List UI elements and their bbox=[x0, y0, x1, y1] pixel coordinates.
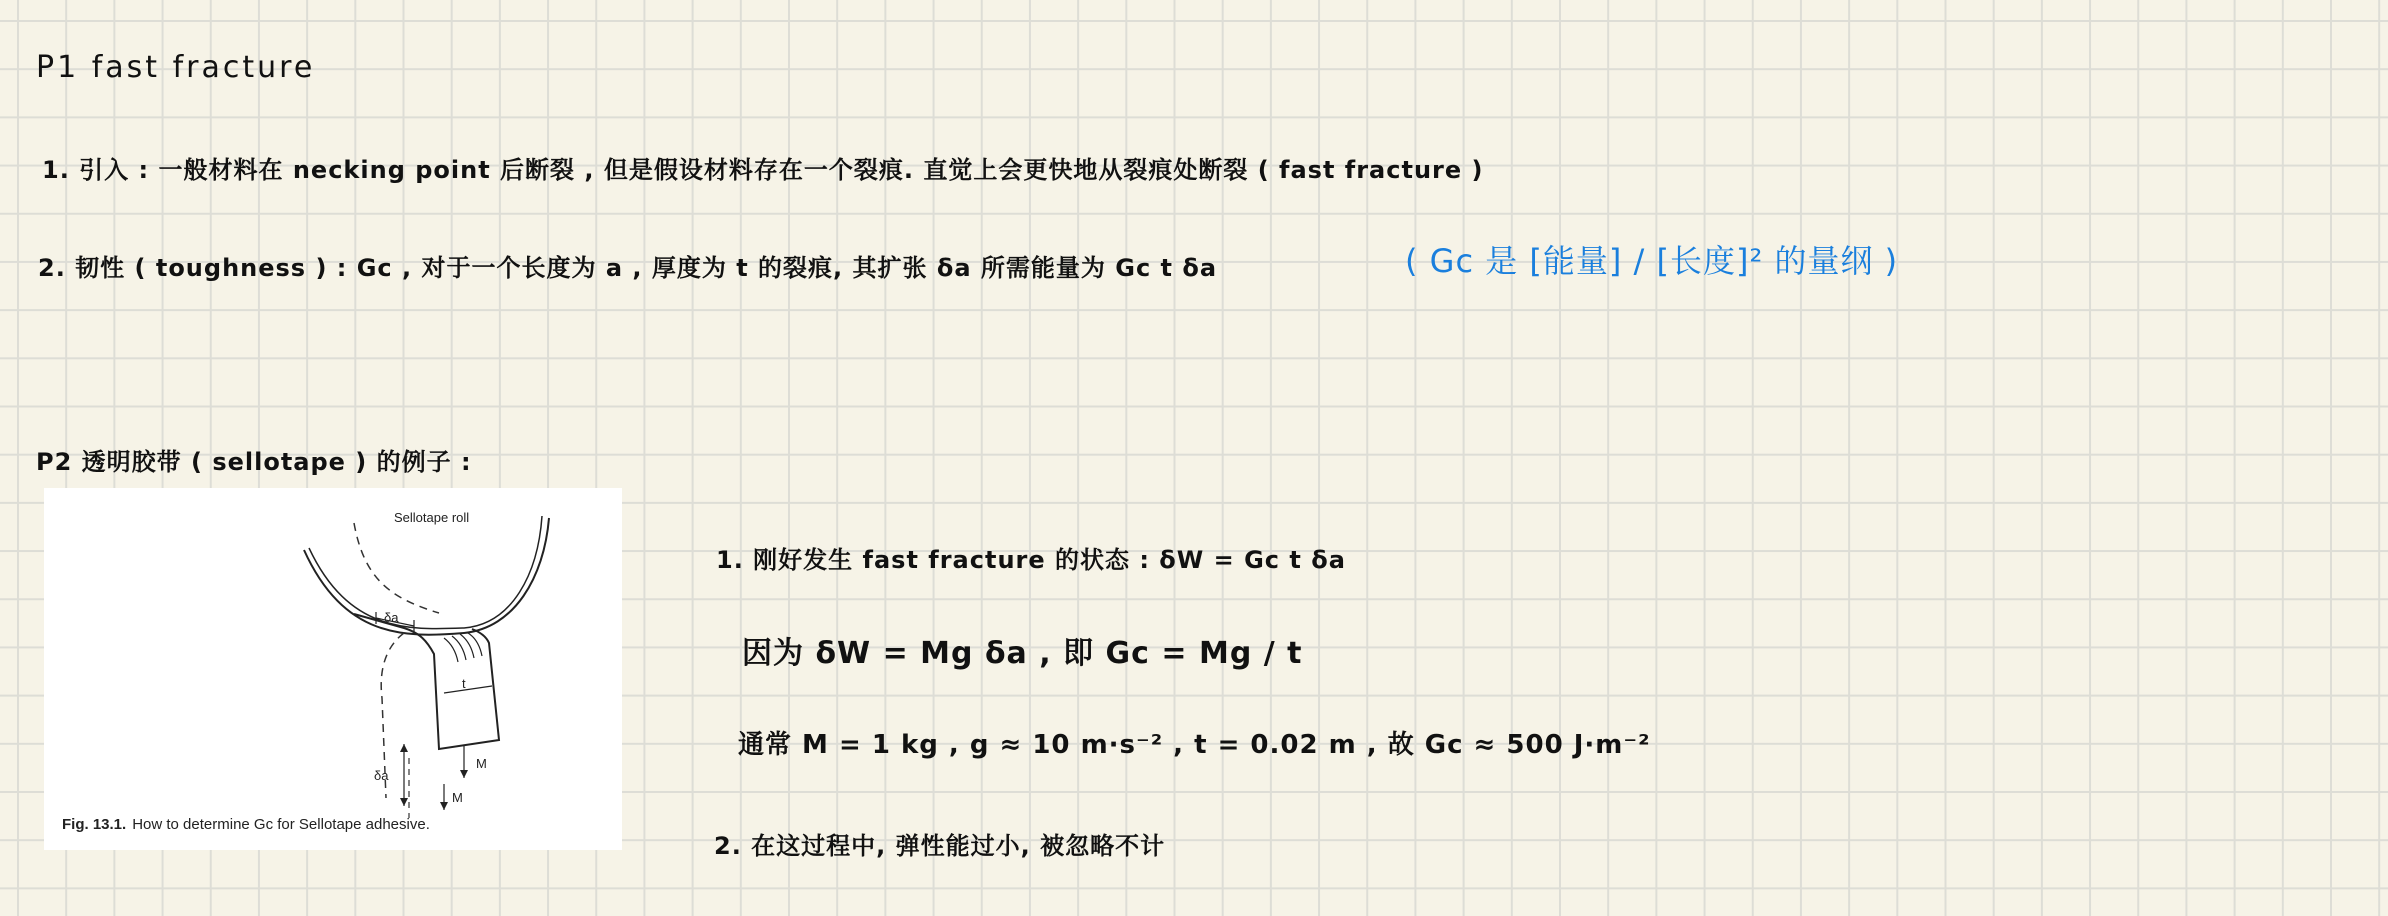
figure-caption-text: How to determine Gc for Sellotape adhesive. bbox=[132, 816, 430, 833]
delta-a-top-label: δa bbox=[384, 610, 399, 625]
mass-lower-label: M bbox=[452, 790, 463, 805]
p2-line-1: 1. 刚好发生 fast fracture 的状态 : δW = Gc t δa bbox=[716, 546, 1346, 574]
thickness-label: t bbox=[462, 676, 466, 691]
p2-line-2: 因为 δW = Mg δa , 即 Gc = Mg / t bbox=[742, 636, 1303, 671]
mass-upper-label: M bbox=[476, 756, 487, 771]
sellotape-diagram bbox=[44, 488, 622, 850]
delta-a-bottom-label: δa bbox=[374, 768, 389, 783]
sellotape-figure bbox=[44, 488, 622, 850]
p1-intro-line: 1. 引入 : 一般材料在 necking point 后断裂 , 但是假设材料存在一个裂痕. 直觉上会更快地从裂痕处断裂 ( fast fracture ) bbox=[42, 156, 1484, 184]
p1-toughness-line: 2. 韧性 ( toughness ) : Gc , 对于一个长度为 a , 厚度为 t 的裂痕, 其扩张 δa 所需能量为 Gc t δa bbox=[38, 254, 1218, 282]
p2-line-3: 通常 M = 1 kg , g ≈ 10 m·s⁻² , t = 0.02 m , 故 Gc ≈ 500 J·m⁻² bbox=[738, 730, 1651, 760]
p2-heading: P2 透明胶带 ( sellotape ) 的例子 : bbox=[36, 448, 472, 476]
figure-caption-number: Fig. 13.1. bbox=[62, 816, 127, 833]
figure-caption bbox=[62, 816, 430, 833]
sellotape-roll-label: Sellotape roll bbox=[394, 510, 470, 525]
p1-heading: P1 fast fracture bbox=[36, 50, 316, 85]
p2-line-4: 2. 在这过程中, 弹性能过小, 被忽略不计 bbox=[714, 832, 1166, 860]
p1-toughness-note: ( Gc 是 [能量] / [长度]² 的量纲 ) bbox=[1405, 242, 1899, 280]
